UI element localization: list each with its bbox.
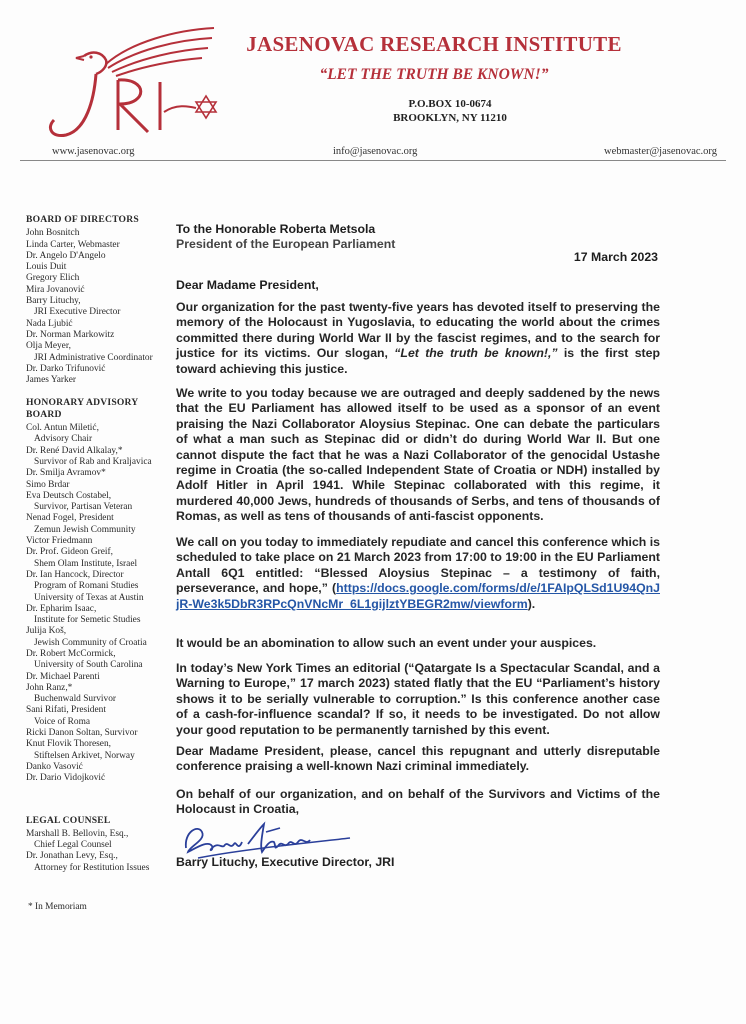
honorary-member: Knut Flovik Thoresen, xyxy=(26,739,111,750)
org-slogan: “LET THE TRUTH BE KNOWN!” xyxy=(319,66,549,83)
honorary-member: Zemun Jewish Community xyxy=(34,524,136,535)
honorary-member: Simo Brdar xyxy=(26,479,70,490)
honorary-member: Dr. Epharim Isaac, xyxy=(26,603,97,614)
paragraph-3-text-b: ). xyxy=(527,596,536,611)
honorary-member: Program of Romani Studies xyxy=(34,581,139,592)
info-email[interactable]: info@jasenovac.org xyxy=(333,146,418,157)
honorary-member: Advisory Chair xyxy=(34,434,93,445)
address-line-1: P.O.BOX 10-0674 xyxy=(408,98,492,110)
address-line-2: BROOKLYN, NY 11210 xyxy=(393,112,507,124)
honorary-member: Shem Olam Institute, Israel xyxy=(34,558,138,569)
board-member: Gregory Elich xyxy=(26,273,80,284)
letter-date: 17 March 2023 xyxy=(573,250,658,264)
signer-name: Barry Lituchy, Executive Director, JRI xyxy=(176,855,395,869)
honorary-member: Dr. Smilja Avramov* xyxy=(26,468,106,479)
header-divider xyxy=(20,160,726,161)
board-member: Nada Ljubić xyxy=(26,318,73,329)
honorary-heading: HONORARY ADVISORY BOARD xyxy=(26,397,139,420)
honorary-member: Jewish Community of Croatia xyxy=(34,637,147,648)
honorary-member: University of Texas at Austin xyxy=(34,592,144,603)
board-member: Dr. Darko Trifunović xyxy=(26,363,106,374)
honorary-member: Dr. Michael Parenti xyxy=(26,671,100,682)
board-member: Olja Meyer, xyxy=(26,341,71,352)
legal-counsel-member: Dr. Jonathan Levy, Esq., xyxy=(26,851,118,862)
honorary-member: Sani Rifati, President xyxy=(26,705,106,716)
recipient-name: To the Honorable Roberta Metsola xyxy=(176,222,376,236)
honorary-member: Dr. Dario Vidojković xyxy=(26,773,106,784)
board-member: JRI Executive Director xyxy=(34,307,121,318)
org-address xyxy=(330,97,570,125)
recipient-block xyxy=(176,222,666,252)
honorary-member: University of South Carolina xyxy=(34,660,143,671)
honorary-member: Julija Koš, xyxy=(26,626,67,637)
paragraph-1-text-a: Our organization for the past twenty-five years has devoted itself to preserving the memory of the Holocaust in Yugoslavia, to educating the world about the crimes committed there during World War II by the fascist regimes, and to the search for justice for its victims. Our slogan, xyxy=(176,300,660,361)
honorary-member: John Ranz,* xyxy=(26,682,73,693)
honorary-member: Survivor, Partisan Veteran xyxy=(34,502,133,513)
slogan-quote: “Let the truth be known!,” xyxy=(394,346,558,361)
board-heading: BOARD OF DIRECTORS xyxy=(26,214,139,225)
paragraph-1-text-b: is the first step toward achieving this justice. xyxy=(176,346,660,376)
paragraph-2: We write to you today because we are outraged and deeply saddened by the news that the EU Parliament has allowed itself to be used as a sponsor of an event praising the Nazi Collaborator Aloysius Stepinac. One can debate the particulars of what a man such as Stepinac did or didn’t do during World War II. But one cannot dispute the fact that he was a Nazi Collaborator of the genocidal Ustashe regime in Croatia (the so-called Independent State of Croatia or NDH) installed by Adolf Hitler in April 1941. While Stepinac collaborated with this regime, it murdered 40,000 Jews, hundreds of thousands of Serbs, and tens of thousands of Romas, as well as tens of thousands of anti-fascist opponents. xyxy=(176,386,660,524)
legal-counsel-member: Attorney for Restitution Issues xyxy=(34,862,150,873)
honorary-member: Eva Deutsch Costabel, xyxy=(26,490,112,501)
org-name: JASENOVAC RESEARCH INSTITUTE xyxy=(246,32,622,56)
honorary-member: Dr. Robert McCormick, xyxy=(26,648,116,659)
paragraph-3 xyxy=(176,535,660,612)
honorary-member: Dr. René David Alkalay,* xyxy=(26,445,123,456)
honorary-member: Voice of Roma xyxy=(34,716,91,727)
honorary-member: Danko Vasović xyxy=(26,761,83,772)
sidebar-board-list xyxy=(26,214,176,874)
honorary-member: Institute for Semetic Studies xyxy=(34,615,141,626)
board-member: James Yarker xyxy=(26,375,76,386)
paragraph-3-text-a: We call on you today to immediately repudiate and cancel this conference which is scheduled to take place on 21 March 2023 from 17:00 to 19:00 in the EU Parliament Antall 6Q1 entitled: “Blessed Aloysius Stepinac – a testimony of faith, perseverance, and hope,” ( xyxy=(176,535,660,596)
paragraph-6: Dear Madame President, please, cancel this repugnant and utterly disreputable conference praising a well-known Nazi criminal immediately. xyxy=(176,744,660,774)
honorary-member: Dr. Prof. Gideon Greif, xyxy=(26,547,113,558)
honorary-member: Buchenwald Survivor xyxy=(34,694,117,705)
legal-counsel-member: Chief Legal Counsel xyxy=(34,840,112,851)
board-member: JRI Administrative Coordinator xyxy=(34,352,153,363)
paragraph-5: In today’s New York Times an editorial (“Qatargate Is a Spectacular Scandal, and a Warning to Europe,” 17 march 2023) stated flatly that the EU “Parliament’s history shows it to be serially vulnerable to corruption.” Is this conference another case of a cash-for-influence scandal? If so, it needs to be investigated. Do not allow your good reputation to be permanently tarnished by this event. xyxy=(176,661,660,737)
salutation: Dear Madame President, xyxy=(176,278,319,292)
honorary-member: Ricki Danon Soltan, Survivor xyxy=(26,728,138,739)
legal-heading: LEGAL COUNSEL xyxy=(26,814,111,826)
board-member: Dr. Norman Markowitz xyxy=(26,329,115,340)
conference-form-link[interactable]: https://docs.google.com/forms/d/e/1FAIpQLSd1U94QnJjR-We3k5DbR3RPcQnVNcMr_6L1gijlztYBEGR2mw/viewform xyxy=(176,581,660,611)
honorary-members xyxy=(26,423,176,785)
webmaster-email[interactable]: webmaster@jasenovac.org xyxy=(604,146,717,157)
honorary-member: Dr. Ian Hancock, Director xyxy=(26,569,124,580)
honorary-member: Survivor of Rab and Kraljavica xyxy=(34,456,152,467)
legal-counsel-member: Marshall B. Bellovin, Esq., xyxy=(26,828,129,839)
jri-dove-logo xyxy=(36,20,226,145)
honorary-member: Nenad Fogel, President xyxy=(26,513,114,524)
in-memoriam-note: * In Memoriam xyxy=(28,902,87,912)
legal-members xyxy=(26,829,176,874)
board-member: Mira Jovanović xyxy=(26,284,85,295)
paragraph-7: On behalf of our organization, and on behalf of the Survivors and Victims of the Holocaust in Croatia, xyxy=(176,787,660,817)
recipient-title: President of the European Parliament xyxy=(176,237,396,251)
board-member: John Bosnitch xyxy=(26,228,80,239)
paragraph-1 xyxy=(176,300,660,377)
honorary-member: Victor Friedmann xyxy=(26,536,93,547)
honorary-member: Col. Antun Miletić, xyxy=(26,423,99,434)
website-link[interactable]: www.jasenovac.org xyxy=(52,146,135,157)
board-members xyxy=(26,228,176,386)
paragraph-4: It would be an abomination to allow such an event under your auspices. xyxy=(176,636,597,650)
board-member: Linda Carter, Webmaster xyxy=(26,239,120,250)
board-member: Dr. Angelo D'Angelo xyxy=(26,250,106,261)
board-member: Louis Duit xyxy=(26,262,67,273)
board-member: Barry Lituchy, xyxy=(26,296,81,307)
honorary-member: Stiftelsen Arkivet, Norway xyxy=(34,750,135,761)
